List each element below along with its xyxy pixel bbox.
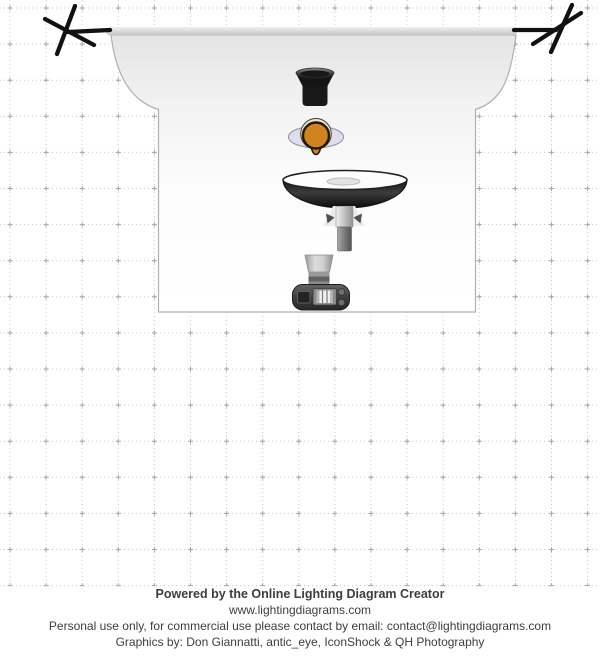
camera-lens-hood bbox=[305, 255, 333, 272]
stand-mark-right-icon bbox=[514, 5, 581, 52]
person-head bbox=[303, 123, 329, 149]
snoot-body bbox=[303, 85, 328, 106]
stand-mark-left-icon bbox=[45, 6, 110, 54]
camera-dial-bottom bbox=[338, 299, 345, 306]
stand-column-lower bbox=[338, 227, 352, 251]
footer-credits: Graphics by: Don Giannatti, antic_eye, IconShock & QH Photography bbox=[115, 635, 485, 649]
camera-hotshoe-inner bbox=[320, 291, 331, 304]
camera-dial-top bbox=[338, 289, 345, 296]
stand-column-upper bbox=[336, 207, 353, 228]
camera-viewfinder bbox=[298, 292, 311, 304]
footer-website: www.lightingdiagrams.com bbox=[228, 603, 372, 617]
footer-powered-by: Powered by the Online Lighting Diagram Creator bbox=[155, 587, 445, 601]
dish-center-disc bbox=[327, 178, 360, 185]
camera-lens-ring-2 bbox=[309, 277, 330, 282]
footer-license-note: Personal use only, for commercial use please contact by email: contact@lightingdiagrams.com bbox=[48, 619, 552, 633]
snoot-top-inner bbox=[301, 70, 330, 76]
backdrop-roll-bar bbox=[106, 27, 517, 36]
footer bbox=[0, 586, 600, 650]
camera-lens-ring-1 bbox=[309, 272, 330, 277]
